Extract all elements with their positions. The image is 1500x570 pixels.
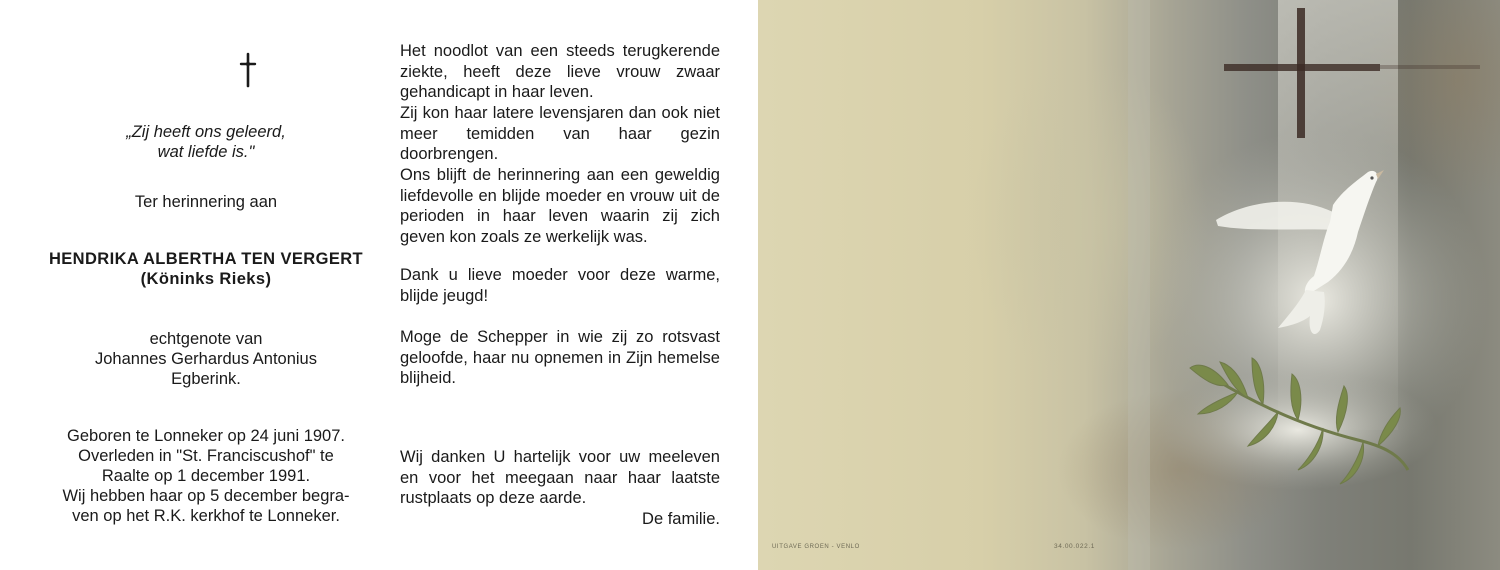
tribute-paragraph-4: Dank u lieve moeder voor deze warme, blijde jeugd! [400, 266, 720, 305]
cover-illustration [758, 0, 1500, 570]
birth-line: Geboren te Lonneker op 24 juni 1907. [67, 427, 345, 445]
quote-line-1: „Zij heeft ons geleerd, [126, 123, 286, 141]
cross-icon [236, 52, 260, 88]
spouse-line-2: Johannes Gerhardus Antonius [95, 350, 317, 368]
card-code: 34.00.022.1 [1054, 543, 1095, 550]
spouse-line-3: Egberink. [171, 370, 241, 388]
spouse-info [40, 329, 372, 389]
deceased-nickname: (Köninks Rieks) [140, 270, 272, 288]
signature: De familie. [642, 510, 720, 528]
thanks-paragraph: Wij danken U hartelijk voor uw meeleven en voor het meegaan naar haar laatste rustplaats op deze aarde. [400, 448, 720, 508]
card-fold-line [1128, 0, 1150, 570]
card-cover [758, 0, 1500, 570]
memorial-quote [40, 122, 372, 162]
tribute-paragraph-2: Zij kon haar latere levensjaren dan ook niet meer temidden van haar gezin doorbrengen. [400, 104, 720, 164]
memorial-intro: Ter herinnering aan [134, 193, 278, 211]
spouse-line-1: echtgenote van [149, 330, 263, 348]
publisher-imprint: UITGAVE GROEN - VENLO [772, 544, 860, 550]
death-line-1: Overleden in "St. Franciscushof" te [78, 447, 334, 465]
death-line-2: Raalte op 1 december 1991. [101, 467, 311, 485]
life-details [40, 426, 372, 526]
tribute-paragraph-5: Moge de Schepper in wie zij zo rotsvast geloofde, haar nu opnemen in Zijn hemelse blijheid. [400, 328, 720, 388]
quote-line-2: wat liefde is." [157, 143, 255, 161]
tribute-paragraph-1: Het noodlot van een steeds terugkerende ziekte, heeft deze lieve vrouw zwaar gehandicapt in haar leven. [400, 42, 720, 102]
tribute-paragraph-3: Ons blijft de herinnering aan een geweldig liefdevolle en blijde moeder en vrouw uit de perioden in haar leven waarin zij zich geven kon zoals ze werkelijk was. [400, 166, 720, 246]
deceased-full-name: HENDRIKA ALBERTHA TEN VERGERT [48, 250, 364, 268]
burial-line-1: Wij hebben haar op 5 december begra- [62, 487, 350, 505]
deceased-name [40, 249, 372, 289]
burial-line-2: ven op het R.K. kerkhof te Lonneker. [72, 507, 340, 525]
